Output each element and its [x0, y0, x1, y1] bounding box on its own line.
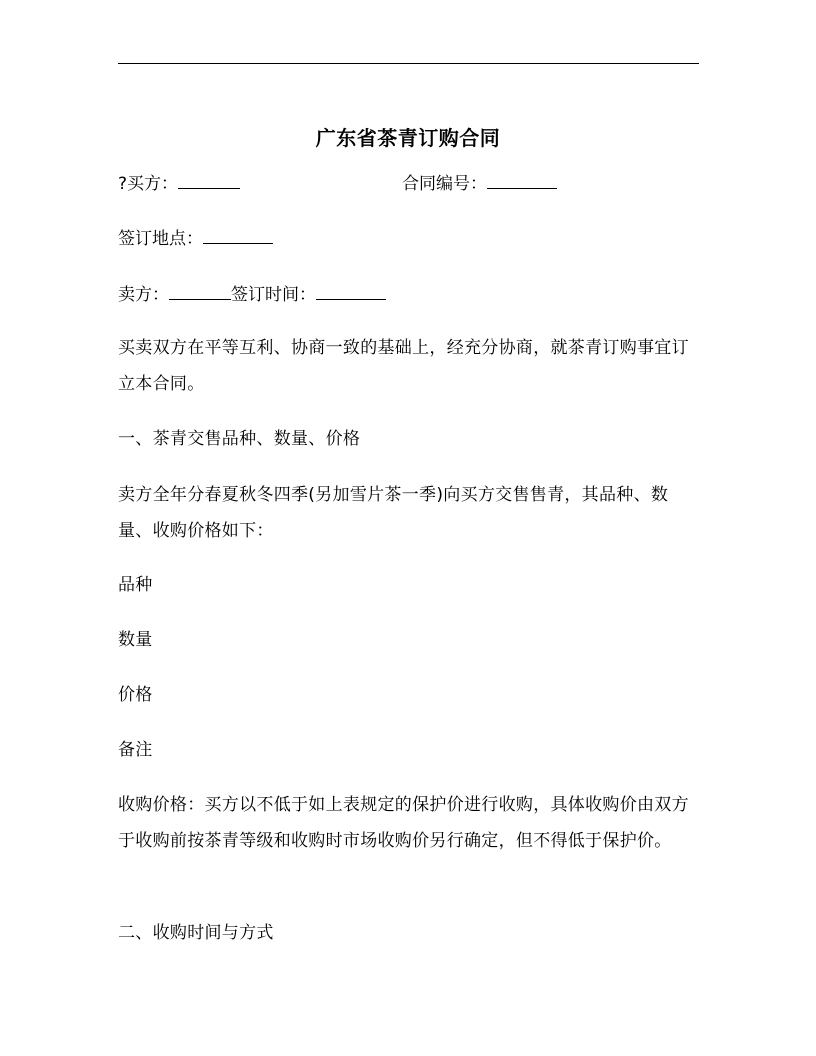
- price-clause: 收购价格：买方以不低于如上表规定的保护价进行收购，具体收购价由双方于收购前按茶青等级和收购时市场收购价另行确定，但不得低于保护价。: [118, 795, 689, 851]
- intro-paragraph: 买卖双方在平等互利、协商一致的基础上，经充分协商，就茶青订购事宜订立本合同。: [118, 338, 689, 394]
- field-remarks: 备注: [118, 740, 153, 760]
- seller-blank[interactable]: [169, 281, 231, 300]
- seller-line: [118, 281, 386, 308]
- section-1-heading: 一、茶青交售品种、数量、价格: [118, 429, 361, 449]
- buyer-line: [118, 170, 240, 197]
- sign-time-blank[interactable]: [316, 281, 386, 300]
- document-title: 广东省茶青订购合同: [315, 126, 501, 150]
- field-quantity: 数量: [118, 630, 153, 650]
- sign-place-line: [118, 225, 273, 252]
- buyer-blank[interactable]: [178, 170, 240, 189]
- section-1-text: 卖方全年分春夏秋冬四季(另加雪片茶一季)向买方交售售青，其品种、数量、收购价格如下：: [118, 485, 669, 541]
- sign-place-label: 签订地点：: [118, 229, 203, 249]
- section-2-heading: 二、收购时间与方式: [118, 923, 274, 943]
- field-price: 价格: [118, 685, 153, 705]
- seller-label: 卖方：: [118, 285, 169, 305]
- sign-time-label: 签订时间：: [231, 285, 316, 305]
- contract-no-blank[interactable]: [487, 170, 557, 189]
- sign-place-blank[interactable]: [203, 225, 273, 244]
- contract-no-line: [402, 170, 557, 197]
- buyer-label: ?买方：: [118, 174, 179, 194]
- contract-no-label: 合同编号：: [402, 174, 487, 194]
- header-rule: [118, 63, 699, 64]
- field-variety: 品种: [118, 575, 153, 595]
